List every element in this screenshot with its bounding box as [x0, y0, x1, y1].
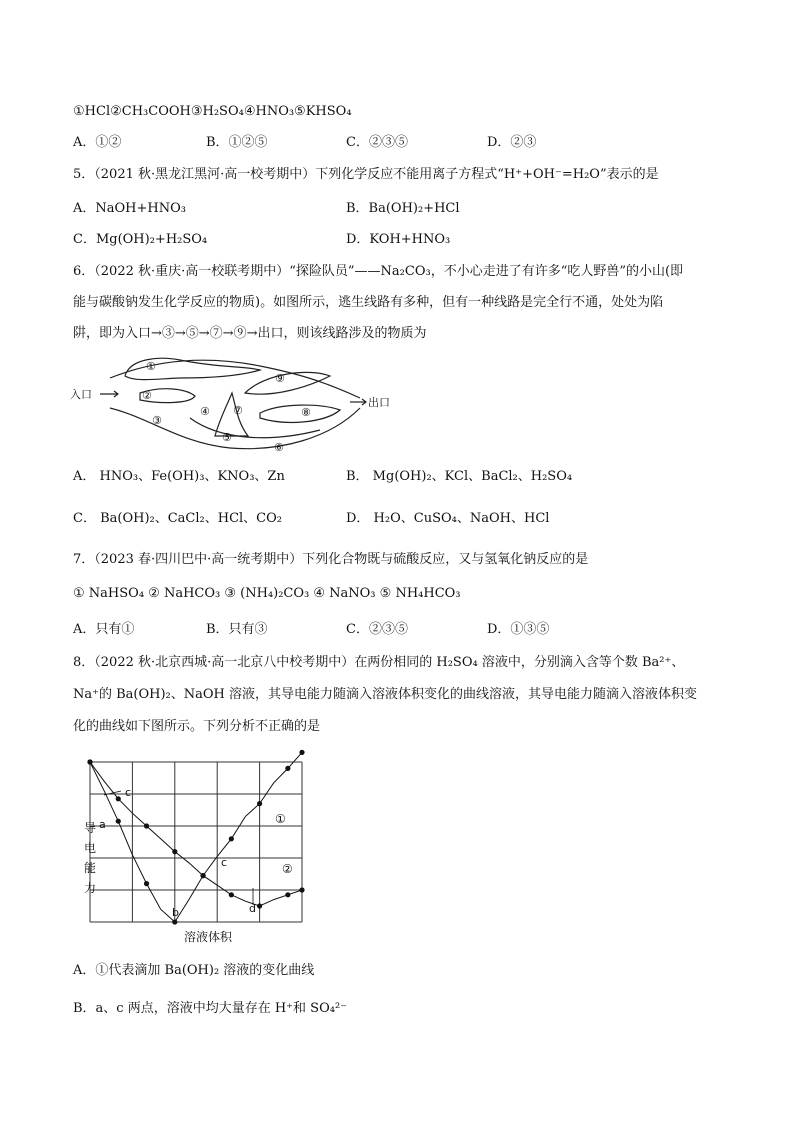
data-point — [116, 819, 121, 824]
q7-stem: 7．（2023 春·四川巴中·高一统考期中）下列化合物既与硫酸反应，又与氢氧化钠反应的是 — [73, 552, 589, 567]
maze-region-7: ⑦ — [233, 404, 243, 417]
y-label-char-1: 导 — [84, 821, 97, 835]
q6-option-d[interactable]: D． H₂O、CuSO₄、NaOH、HCl — [346, 511, 550, 526]
q6-option-c[interactable]: C． Ba(OH)₂、CaCl₂、HCl、CO₂ — [73, 511, 283, 526]
conductivity-chart — [66, 748, 316, 948]
data-point — [229, 836, 234, 841]
q5-option-c[interactable]: C．Mg(OH)₂+H₂SO₄ — [73, 232, 208, 247]
series-line-2 — [90, 762, 302, 906]
q8-stem-line1: 8．（2022 秋·北京西城·高一北京八中校考期中）在两份相同的 H₂SO₄ 溶液中，分别滴入含等个数 Ba²⁺、 — [73, 655, 685, 670]
q4-option-a[interactable]: A．①② — [73, 135, 122, 150]
maze-region-8: ⑧ — [301, 406, 311, 419]
data-point — [144, 823, 149, 828]
maze-entrance-label: 入口 — [70, 388, 92, 401]
q7-list: ① NaHSO₄ ② NaHCO₃ ③ (NH₄)₂CO₃ ④ NaNO₃ ⑤ NH₄HCO₃ — [73, 586, 461, 601]
maze-region-5: ⑤ — [222, 431, 232, 444]
compound-list: ①HCl②CH₃COOH③H₂SO₄④HNO₃⑤KHSO₄ — [73, 104, 352, 119]
q5-option-d[interactable]: D．KOH+HNO₃ — [346, 232, 451, 247]
y-label-char-3: 能 — [84, 861, 97, 875]
data-point — [172, 849, 177, 854]
q7-option-c[interactable]: C．②③⑤ — [346, 622, 408, 637]
maze-diagram — [70, 348, 410, 460]
q5-stem: 5．（2021 秋·黑龙江黑河·高一校考期中）下列化学反应不能用离子方程式“H⁺+OH⁻=H₂O”表示的是 — [73, 167, 659, 182]
maze-region-1: ① — [146, 360, 156, 373]
maze-region-6: ⑥ — [274, 441, 284, 454]
data-point — [299, 887, 304, 892]
data-point — [285, 892, 290, 897]
data-point — [299, 750, 304, 755]
q6-stem-line3: 阱，即为入口→③→⑤→⑦→⑨→出口，则该线路涉及的物质为 — [73, 326, 427, 341]
y-label-char-4: 力 — [84, 881, 97, 895]
q4-option-d[interactable]: D．②③ — [487, 135, 537, 150]
q8-option-a[interactable]: A．①代表滴加 Ba(OH)₂ 溶液的变化曲线 — [73, 963, 315, 978]
point-label-c-mid: c — [221, 856, 228, 869]
point-label-c-top: c — [125, 786, 132, 799]
series-label-1: ① — [275, 812, 286, 826]
series-label-2: ② — [282, 862, 293, 876]
q6-option-a[interactable]: A． HNO₃、Fe(OH)₃、KNO₃、Zn — [73, 469, 285, 484]
q5-option-b[interactable]: B．Ba(OH)₂+HCl — [346, 201, 460, 216]
q8-option-b[interactable]: B．a、c 两点，溶液中均大量存在 H⁺和 SO₄²⁻ — [73, 1001, 348, 1016]
data-point — [229, 892, 234, 897]
q6-option-b[interactable]: B． Mg(OH)₂、KCl、BaCl₂、H₂SO₄ — [346, 469, 573, 484]
maze-exit-label: 出口 — [368, 396, 390, 409]
data-point — [116, 796, 121, 801]
q7-option-b[interactable]: B．只有③ — [206, 622, 268, 637]
maze-region-4: ④ — [200, 405, 210, 418]
data-point — [257, 801, 262, 806]
maze-region-9: ⑨ — [275, 372, 285, 385]
data-point — [87, 759, 92, 764]
q8-stem-line2: Na⁺的 Ba(OH)₂、NaOH 溶液，其导电能力随滴入溶液体积变化的曲线溶液，其导电能力随滴入溶液体积变 — [73, 687, 698, 702]
q4-option-c[interactable]: C．②③⑤ — [346, 135, 408, 150]
series-line-1 — [90, 752, 302, 922]
q4-option-b[interactable]: B．①②⑤ — [206, 135, 268, 150]
maze-region-2: ② — [142, 389, 152, 402]
q7-option-d[interactable]: D．①③⑤ — [487, 622, 550, 637]
maze-region-3: ③ — [152, 414, 162, 427]
point-label-d: d — [249, 902, 256, 915]
q6-stem-line2: 能与碳酸钠发生化学反应的物质)。如图所示，逃生线路有多种，但有一种线路是完全行不通，处处为陷 — [73, 295, 664, 310]
y-label-char-2: 电 — [84, 841, 97, 855]
data-point — [285, 766, 290, 771]
point-label-b: b — [172, 906, 179, 919]
data-point — [200, 873, 205, 878]
data-point — [144, 881, 149, 886]
q5-option-a[interactable]: A．NaOH+HNO₃ — [73, 201, 186, 216]
q7-option-a[interactable]: A．只有① — [73, 622, 135, 637]
q6-stem-line1: 6．（2022 秋·重庆·高一校联考期中）“探险队员”——Na₂CO₃，不小心走进了有许多“吃人野兽”的小山(即 — [73, 264, 684, 279]
x-label: 溶液体积 — [184, 930, 233, 944]
data-point — [172, 919, 177, 924]
point-label-a: a — [99, 818, 106, 831]
data-point — [257, 903, 262, 908]
q8-stem-line3: 化的曲线如下图所示。下列分析不正确的是 — [73, 719, 321, 734]
